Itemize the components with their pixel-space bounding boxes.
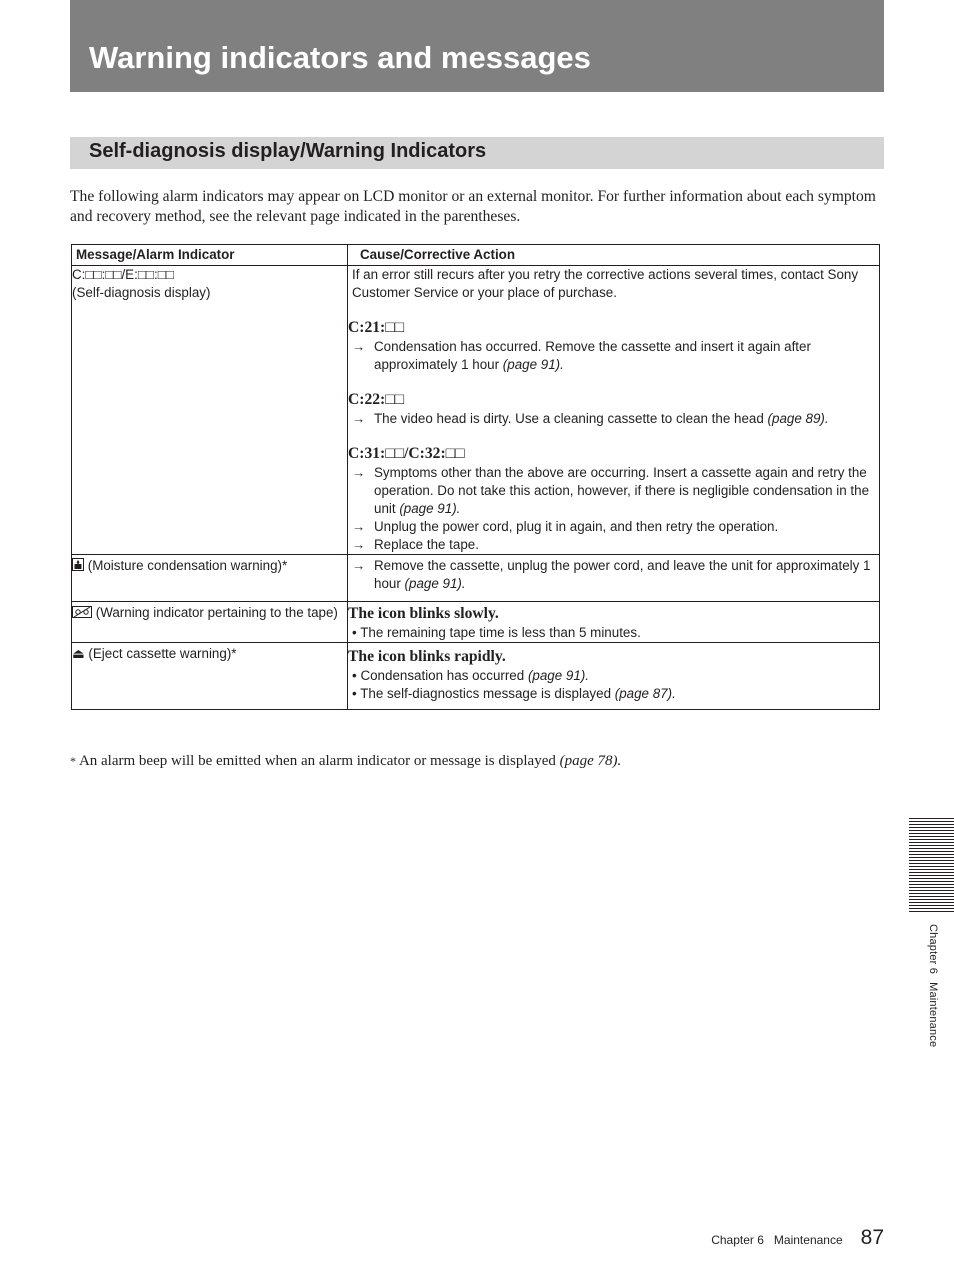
indicator-cell [72, 266, 348, 555]
action-text: Remove the cassette, unplug the power cord, and leave the unit for approximately 1 hour [374, 558, 871, 591]
page-ref: (page 87). [614, 686, 676, 701]
action-text: Replace the tape. [374, 537, 479, 552]
indicator-desc: (Self-diagnosis display) [72, 285, 211, 300]
bullet-icon: • [352, 668, 357, 683]
page-ref: (page 91). [404, 576, 466, 591]
footer-chapter-label: Chapter 6 [711, 1233, 764, 1247]
list-item [348, 557, 879, 593]
table-row [72, 555, 880, 602]
page-ref: (page 91). [399, 501, 461, 516]
list-item [348, 624, 879, 642]
header-indicator: Message/Alarm Indicator [72, 245, 348, 266]
indicator-cell [72, 643, 348, 710]
action-cell [348, 266, 880, 555]
indicator-cell [72, 555, 348, 602]
table-row [72, 602, 880, 643]
list-item [348, 518, 879, 536]
chapter-tab-stripes [909, 818, 954, 912]
list-item [348, 410, 879, 428]
list-item [348, 464, 879, 518]
footnote-marker: * [70, 754, 76, 768]
page-ref: (page 91). [502, 357, 564, 372]
arrow-icon: → [352, 339, 366, 354]
action-text: The video head is dirty. Use a cleaning cassette to clean the head [374, 411, 764, 426]
section-title: Self-diagnosis display/Warning Indicators [89, 140, 487, 162]
page-title: Warning indicators and messages [89, 40, 591, 75]
footnote-ref: (page 78). [559, 753, 622, 769]
page-ref: (page 89). [767, 411, 829, 426]
page-number: 87 [860, 1226, 884, 1249]
indicator-cell [72, 602, 348, 643]
code-c22: C:22:□□ [348, 391, 405, 408]
indicator-desc: (Warning indicator pertaining to the tape) [95, 605, 338, 620]
table-header-row [72, 245, 880, 266]
action-text: Condensation has occurred. Remove the cassette and insert it again after approximately 1 hour [374, 339, 811, 372]
action-text: Symptoms other than the above are occurring. Insert a cassette again and retry the operation. Do not take this action, however, if there is negligible condensation in the unit [374, 465, 870, 516]
code-c31-c32: C:31:□□/C:32:□□ [348, 445, 465, 462]
tape-warning-icon [72, 605, 92, 623]
bullet-text: The remaining tape time is less than 5 minutes. [360, 625, 641, 640]
arrow-icon: → [352, 558, 366, 573]
intro-paragraph: The following alarm indicators may appear on LCD monitor or an external monitor. For further information about each symptom and recovery method, see the relevant page indicated in the parentheses. [70, 188, 876, 225]
list-item [348, 667, 879, 685]
moisture-condensation-icon [72, 558, 84, 576]
side-chapter-label [927, 924, 939, 1047]
list-item [348, 536, 879, 554]
footer-chapter [711, 1233, 842, 1247]
indicator-code: C:□□:□□/E:□□:□□ [72, 267, 174, 282]
condition-heading: The icon blinks slowly. [348, 605, 499, 622]
action-cell [348, 643, 880, 710]
action-cell [348, 602, 880, 643]
general-note: If an error still recurs after you retry the corrective actions several times, contact Sony Customer Service or your place of purchase. [352, 267, 859, 300]
footer-section-label: Maintenance [773, 1233, 843, 1247]
indicator-desc: (Moisture condensation warning)* [87, 558, 288, 573]
bullet-text: The self-diagnostics message is displayed [360, 686, 612, 701]
action-cell [348, 555, 880, 602]
list-item [348, 685, 879, 703]
arrow-icon: → [352, 465, 366, 480]
bullet-icon: • [352, 625, 357, 640]
arrow-icon: → [352, 411, 366, 426]
page-ref: (page 91). [527, 668, 589, 683]
action-text: Unplug the power cord, plug it in again, and then retry the operation. [374, 519, 779, 534]
arrow-icon: → [352, 519, 366, 534]
code-c21: C:21:□□ [348, 319, 405, 336]
condition-heading: The icon blinks rapidly. [348, 648, 506, 665]
alarm-table [71, 244, 880, 710]
footnote [70, 751, 884, 771]
side-section: Maintenance [927, 982, 939, 1048]
table-row [72, 266, 880, 555]
title-bar [70, 0, 884, 92]
list-item [348, 338, 879, 374]
header-action: Cause/Corrective Action [348, 245, 880, 266]
bullet-icon: • [352, 686, 357, 701]
table-row [72, 643, 880, 710]
section-bar [70, 137, 884, 169]
indicator-desc: (Eject cassette warning)* [88, 646, 237, 661]
page-footer [711, 1226, 884, 1250]
eject-icon: ⏏ [72, 646, 85, 661]
side-chapter: Chapter 6 [927, 924, 939, 975]
arrow-icon: → [352, 537, 366, 552]
footnote-text: An alarm beep will be emitted when an alarm indicator or message is displayed [78, 753, 556, 769]
bullet-text: Condensation has occurred [360, 668, 525, 683]
